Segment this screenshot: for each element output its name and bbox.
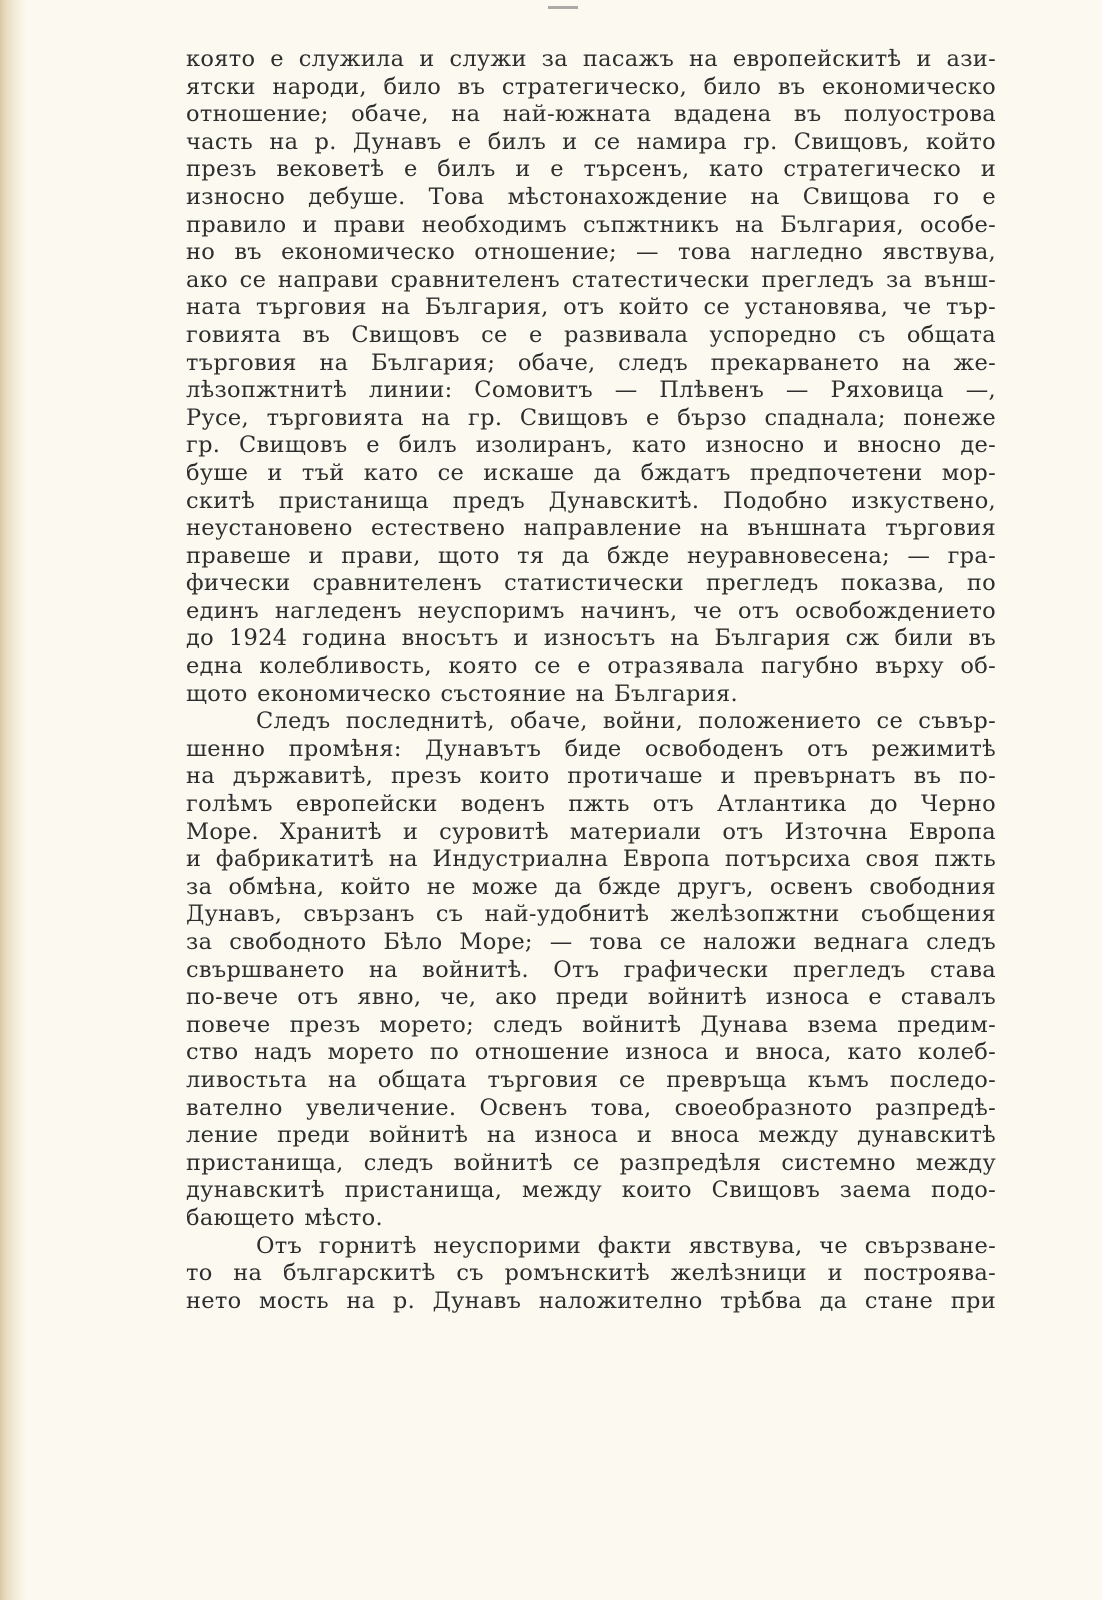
text-line: вателно увеличение. Освенъ това, своеобразното разпредѣ- bbox=[186, 1094, 996, 1121]
text-line: на държавитѣ, презъ които протичаше и превърнатъ въ по- bbox=[186, 763, 996, 790]
text-line: за свободното Бѣло Море; — това се наложи веднага следъ bbox=[186, 929, 996, 955]
text-line: свършването на войнитѣ. Отъ графически прегледъ става bbox=[186, 956, 996, 983]
text-line: по-вече отъ явно, че, ако преди войнитѣ износа е ставалъ bbox=[186, 984, 996, 1011]
text-line: Море. Хранитѣ и суровитѣ материали отъ Източна Европа bbox=[186, 818, 996, 845]
text-line: ако се направи сравнителенъ статестически прегледъ за външ- bbox=[186, 266, 996, 293]
text-line: единъ нагледенъ неуспоримъ начинъ, че отъ освобождението bbox=[186, 597, 996, 624]
text-line: гр. Свищовъ е билъ изолиранъ, като износно и вносно де- bbox=[186, 432, 996, 459]
page-number-mark bbox=[548, 6, 578, 9]
text-line: щото економическо състояние на България. bbox=[186, 680, 738, 707]
text-line: ятски народи, било въ стратегическо, било въ економическо bbox=[186, 73, 996, 100]
text-line: отношение; обаче, на най-южната вдадена въ полуострова bbox=[186, 101, 996, 128]
text-line: ство надъ морето по отношение износа и вноса, като колеб- bbox=[186, 1039, 996, 1066]
page-binding-edge bbox=[0, 0, 26, 1600]
text-line: скитѣ пристанища предъ Дунавскитѣ. Подобно изкуствено, bbox=[186, 487, 996, 514]
text-line: то на българскитѣ съ ромънскитѣ желѣзници и построява- bbox=[186, 1260, 996, 1287]
text-line: Следъ последнитѣ, обаче, войни, положението се съвър- bbox=[256, 708, 996, 735]
text-line: но въ економическо отношение; — това нагледно явствува, bbox=[186, 239, 996, 266]
paragraph-2 bbox=[186, 708, 996, 1232]
text-line: Дунавъ, свързанъ съ най-удобнитѣ желѣзопжтни съобщения bbox=[186, 901, 996, 928]
text-line: лѣзопжтнитѣ линии: Сомовитъ — Плѣвенъ — Ряховица —, bbox=[186, 377, 996, 404]
text-line: голѣмъ европейски воденъ пжть отъ Атлантика до Черно bbox=[186, 791, 996, 818]
text-line: нето мость на р. Дунавъ наложително трѣбва да стане при bbox=[186, 1287, 996, 1314]
text-line: презъ вековетѣ е билъ и е търсенъ, като стратегическо и bbox=[186, 156, 996, 183]
text-line: ливостьта на общата търговия се превръща къмъ последо- bbox=[186, 1066, 996, 1093]
text-line: шенно промѣня: Дунавътъ биде освободенъ отъ режимитѣ bbox=[186, 735, 996, 762]
text-line: износно дебуше. Това мѣстонахождение на Свищова го е bbox=[186, 183, 996, 210]
text-line: правило и прави необходимъ съпжтникъ на България, особе- bbox=[186, 211, 996, 238]
text-line: бающето мѣсто. bbox=[186, 1204, 383, 1231]
text-line: правеше и прави, щото тя да бжде неуравновесена; — гра- bbox=[186, 542, 996, 569]
body-text bbox=[186, 46, 996, 1315]
text-line: ната търговия на България, отъ който се установява, че тър- bbox=[186, 294, 996, 321]
text-line: фически сравнителенъ статистически прегледъ показва, по bbox=[186, 570, 996, 597]
text-line: дунавскитѣ пристанища, между които Свищовъ заема подо- bbox=[186, 1177, 996, 1204]
text-line: буше и тъй като се искаше да бждатъ предпочетени мор- bbox=[186, 459, 996, 486]
text-line: една колебливость, която се е отразявала пагубно върху об- bbox=[186, 653, 996, 680]
text-line: неустановено естествено направление на външната търговия bbox=[186, 515, 996, 542]
paragraph-3 bbox=[186, 1233, 996, 1316]
text-line: Русе, търговията на гр. Свищовъ е бързо спаднала; понеже bbox=[186, 404, 996, 431]
text-line: часть на р. Дунавъ е билъ и се намира гр. Свищовъ, който bbox=[186, 128, 996, 155]
paragraph-1 bbox=[186, 46, 996, 708]
text-line: пристанища, следъ войнитѣ се разпредѣля системно между bbox=[186, 1149, 996, 1176]
text-line: Отъ горнитѣ неуспорими факти явствува, че свързване- bbox=[256, 1232, 996, 1259]
text-line: говията въ Свищовъ се е развивала успоредно съ общата bbox=[186, 321, 996, 348]
text-line: до 1924 година вносътъ и износътъ на България сж били въ bbox=[186, 625, 996, 652]
text-line: повече презъ морето; следъ войнитѣ Дунава взема предим- bbox=[186, 1011, 996, 1038]
text-line: за обмѣна, който не може да бжде другъ, освенъ свободния bbox=[186, 873, 996, 900]
text-line: която е служила и служи за пасажъ на европейскитѣ и ази- bbox=[186, 46, 996, 72]
text-line: ление преди войнитѣ на износа и вноса между дунавскитѣ bbox=[186, 1122, 996, 1149]
text-line: и фабрикатитѣ на Индустриална Европа потърсиха своя пжть bbox=[186, 846, 996, 873]
text-line: търговия на България; обаче, следъ прекарването на же- bbox=[186, 349, 996, 376]
